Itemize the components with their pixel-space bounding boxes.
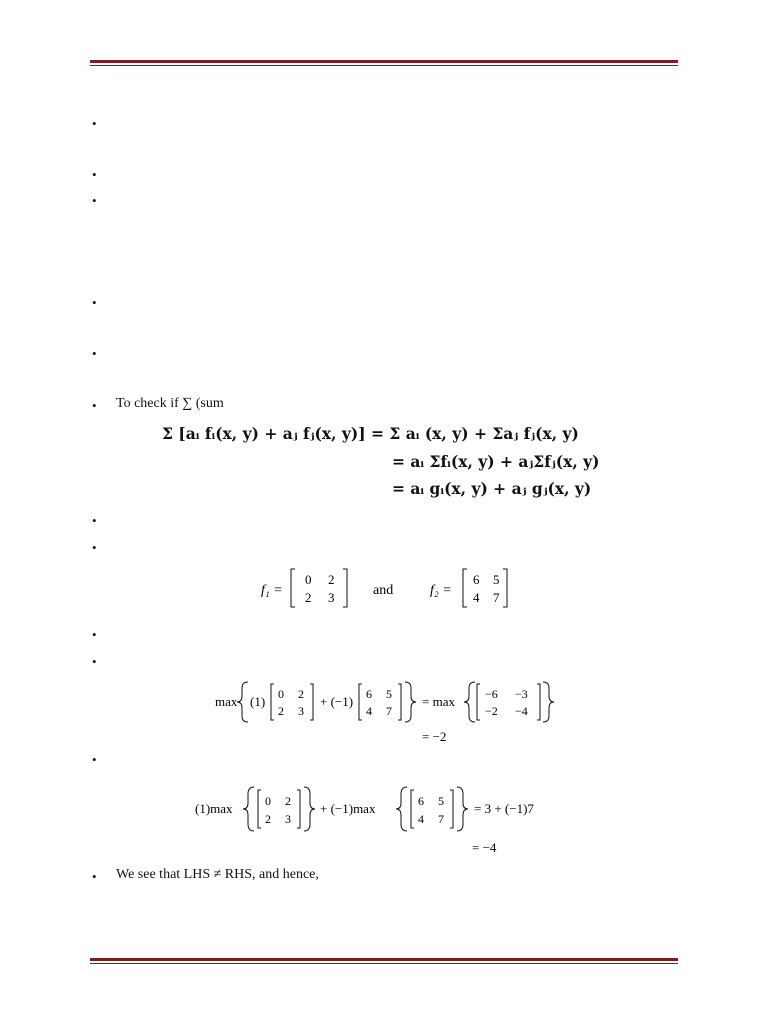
f2-cell: 5 [493,572,500,587]
diff-cell: −2 [485,704,498,718]
f1-cell: 3 [328,590,335,605]
f1-cell: 0 [305,572,312,587]
f2-cell: 6 [418,794,424,808]
f2-cell: 4 [473,590,480,605]
bullet: • [92,398,97,413]
eq-max: = max [422,694,455,709]
bullet: • [92,167,97,182]
f1-label: f₁ = [261,583,283,598]
f2-cell: 5 [438,794,444,808]
and-label: and [373,583,394,598]
bullet: • [92,193,97,208]
f2-cell: 7 [493,590,500,605]
coef-one: (1) [250,694,266,709]
f1-cell: 2 [278,704,284,718]
one-max: (1)max [195,801,233,816]
linearity-eq-line3: = aᵢ gᵢ(x, y) + aⱼ gⱼ(x, y) [392,479,592,498]
f2-cell: 7 [438,812,444,826]
f2-cell: 4 [418,812,424,826]
footer-rule [90,958,678,964]
check-sum-text: To check if ∑ (sum [116,396,224,411]
rhs-max-equation [192,783,562,859]
f1-cell: 3 [285,812,291,826]
linearity-eq-line1: Σ [aᵢ fᵢ(x, y) + aⱼ fⱼ(x, y)] = Σ aᵢ (x, y) + Σaⱼ fⱼ(x, y) [162,424,579,443]
diff-cell: −6 [485,687,498,701]
f2-cell: 5 [386,687,392,701]
f1-cell: 3 [298,704,304,718]
bullet: • [92,295,97,310]
header-rule [90,60,678,66]
plus-neg-one: + (−1) [320,694,354,709]
f2-cell: 6 [366,687,372,701]
plus-neg-one-max: + (−1)max [320,801,376,816]
diff-cell: −3 [515,687,528,701]
f1-f2-definition [255,564,525,612]
bullet: • [92,654,97,669]
f1-cell: 0 [278,687,284,701]
rhs-expr: = 3 + (−1)7 [474,801,534,816]
lhs-result: = −2 [422,729,447,744]
linearity-eq-line2: = aᵢ Σfᵢ(x, y) + aⱼΣfⱼ(x, y) [392,452,600,471]
f2-cell: 7 [386,704,392,718]
f2-label: f₂ = [430,583,452,598]
f1-cell: 2 [265,812,271,826]
bullet: • [92,627,97,642]
bullet: • [92,346,97,361]
f1-cell: 2 [298,687,304,701]
lhs-max-equation [210,678,560,748]
f2-cell: 4 [366,704,372,718]
bullet: • [92,540,97,555]
bullet: • [92,116,97,131]
bullet: • [92,869,97,884]
bullet: • [92,752,97,767]
f1-cell: 2 [305,590,312,605]
bullet: • [92,513,97,528]
f1-cell: 0 [265,794,271,808]
diff-cell: −4 [515,704,528,718]
f2-cell: 6 [473,572,480,587]
rhs-result: = −4 [472,840,497,855]
f1-cell: 2 [285,794,291,808]
f1-cell: 2 [328,572,335,587]
conclusion-text: We see that LHS ≠ RHS, and hence, [116,867,319,882]
max-label: max [215,694,238,709]
